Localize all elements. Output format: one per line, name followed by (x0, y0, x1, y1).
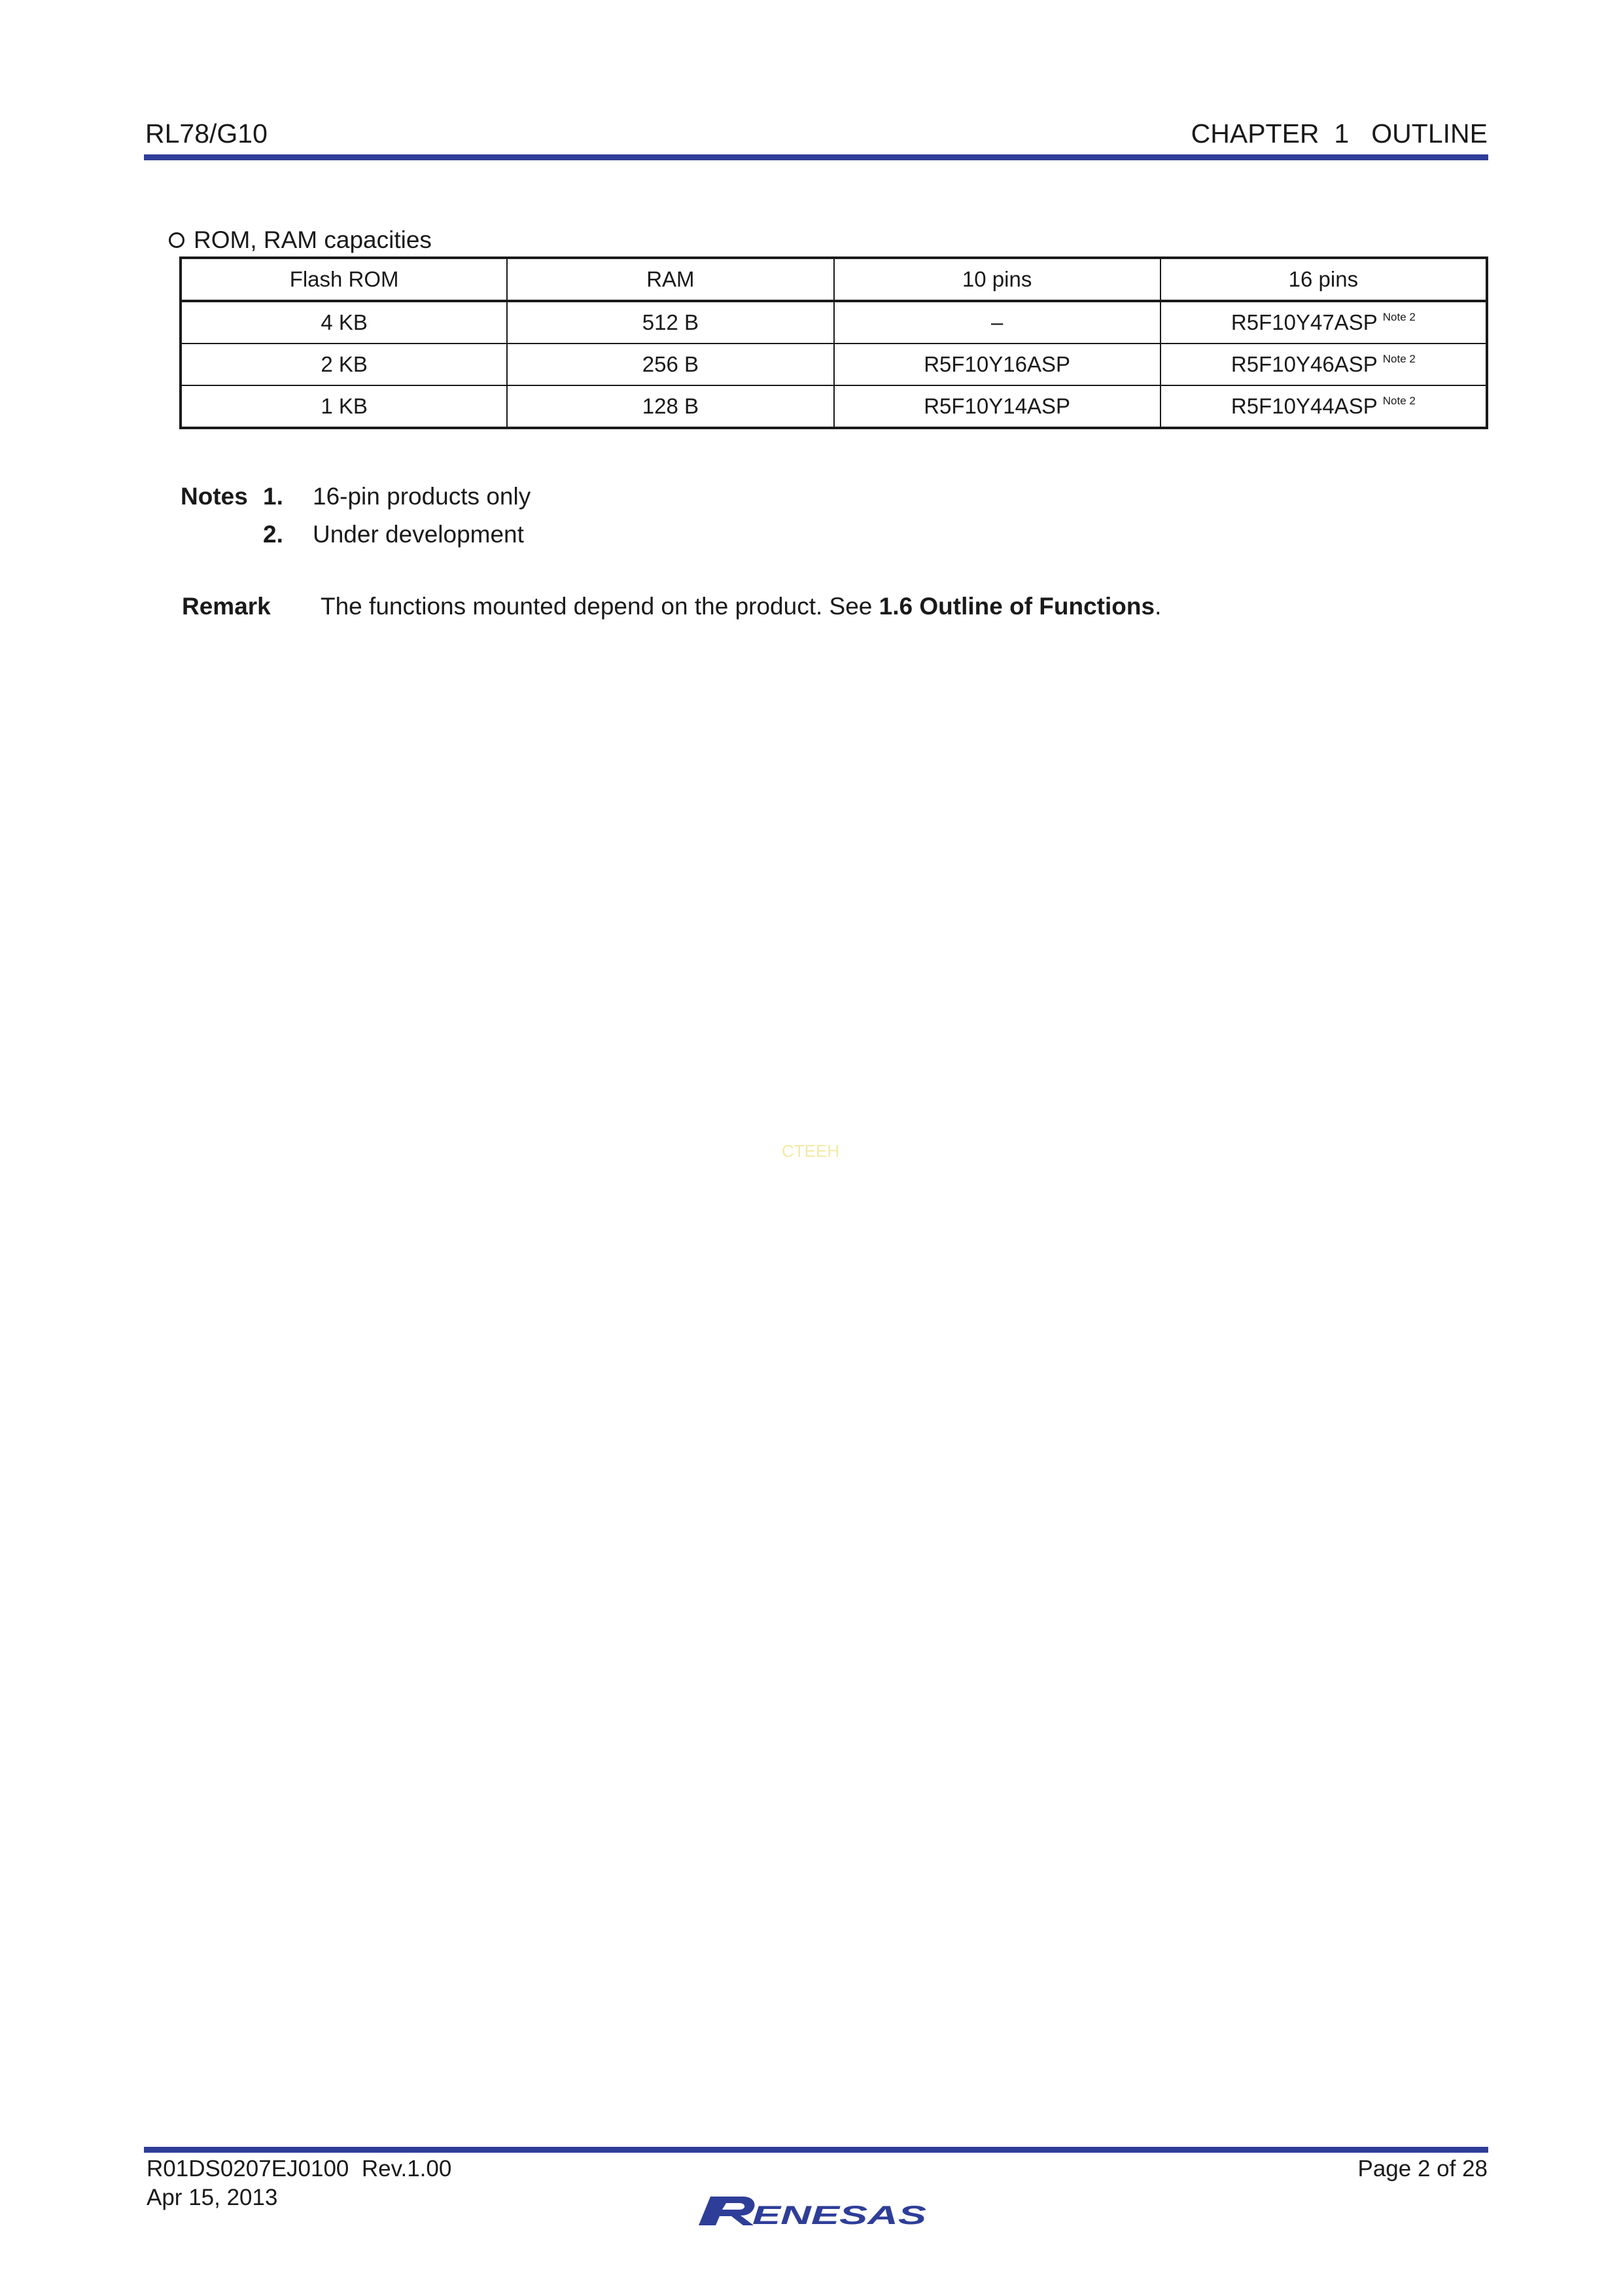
notes-block (181, 478, 531, 554)
footer-rule (144, 2147, 1488, 2153)
cell-10-pins: R5F10Y16ASP (834, 344, 1161, 385)
cell-10-pins: R5F10Y14ASP (834, 385, 1161, 428)
table-row (181, 344, 1487, 385)
footer-doc-id: R01DS0207EJ0100 Rev.1.00 (147, 2156, 452, 2181)
remark-label: Remark (182, 593, 271, 620)
cell-16-pins (1161, 301, 1487, 344)
cell-10-pins: – (834, 301, 1161, 344)
col-header-flash-rom: Flash ROM (181, 258, 507, 301)
note-number: 2. (263, 521, 283, 548)
table-row (181, 301, 1487, 344)
table-header-row (181, 258, 1487, 301)
cell-16-pins (1161, 344, 1487, 385)
note-text: 16-pin products only (313, 483, 531, 510)
remark-block (182, 591, 1161, 622)
note-item (181, 516, 531, 554)
cell-flash: 4 KB (181, 301, 507, 344)
remark-section-link[interactable]: 1.6 Outline of Functions (879, 593, 1155, 620)
cell-flash: 2 KB (181, 344, 507, 385)
col-header-10-pins: 10 pins (834, 258, 1161, 301)
footer-page-number: Page 2 of 28 (1357, 2156, 1488, 2181)
remark-text-after: . (1155, 593, 1162, 620)
note-reference: Note 2 (1382, 311, 1416, 323)
col-header-ram: RAM (507, 258, 833, 301)
footer-date: Apr 15, 2013 (147, 2185, 278, 2210)
note-item (181, 478, 531, 516)
rom-ram-table (179, 256, 1488, 429)
part-number: R5F10Y46ASP (1230, 352, 1378, 376)
notes-label: Notes (181, 483, 248, 510)
header-product: RL78/G10 (145, 118, 268, 149)
cell-flash: 1 KB (181, 385, 507, 428)
remark-text (321, 591, 1161, 622)
remark-text-before: The functions mounted depend on the product. See (321, 593, 879, 620)
note-text: Under development (313, 521, 524, 548)
svg-text:ENESAS: ENESAS (752, 2201, 927, 2230)
cell-16-pins (1161, 385, 1487, 428)
section-title: ROM, RAM capacities (194, 226, 432, 253)
watermark: CTEEH (782, 1141, 840, 1161)
section-heading (169, 226, 432, 255)
cell-ram: 128 B (507, 385, 833, 428)
header-rule (144, 154, 1488, 160)
cell-ram: 512 B (507, 301, 833, 344)
renesas-logo (697, 2191, 930, 2231)
note-number: 1. (263, 483, 283, 510)
footer-doc-info (147, 2155, 451, 2212)
table-row (181, 385, 1487, 428)
circle-outline-icon (169, 232, 184, 248)
note-reference: Note 2 (1382, 353, 1416, 365)
part-number: R5F10Y44ASP (1230, 394, 1378, 418)
col-header-16-pins: 16 pins (1161, 258, 1487, 301)
note-reference: Note 2 (1382, 395, 1416, 407)
cell-ram: 256 B (507, 344, 833, 385)
part-number: R5F10Y47ASP (1230, 310, 1378, 334)
header-chapter: CHAPTER 1 OUTLINE (1191, 118, 1488, 149)
